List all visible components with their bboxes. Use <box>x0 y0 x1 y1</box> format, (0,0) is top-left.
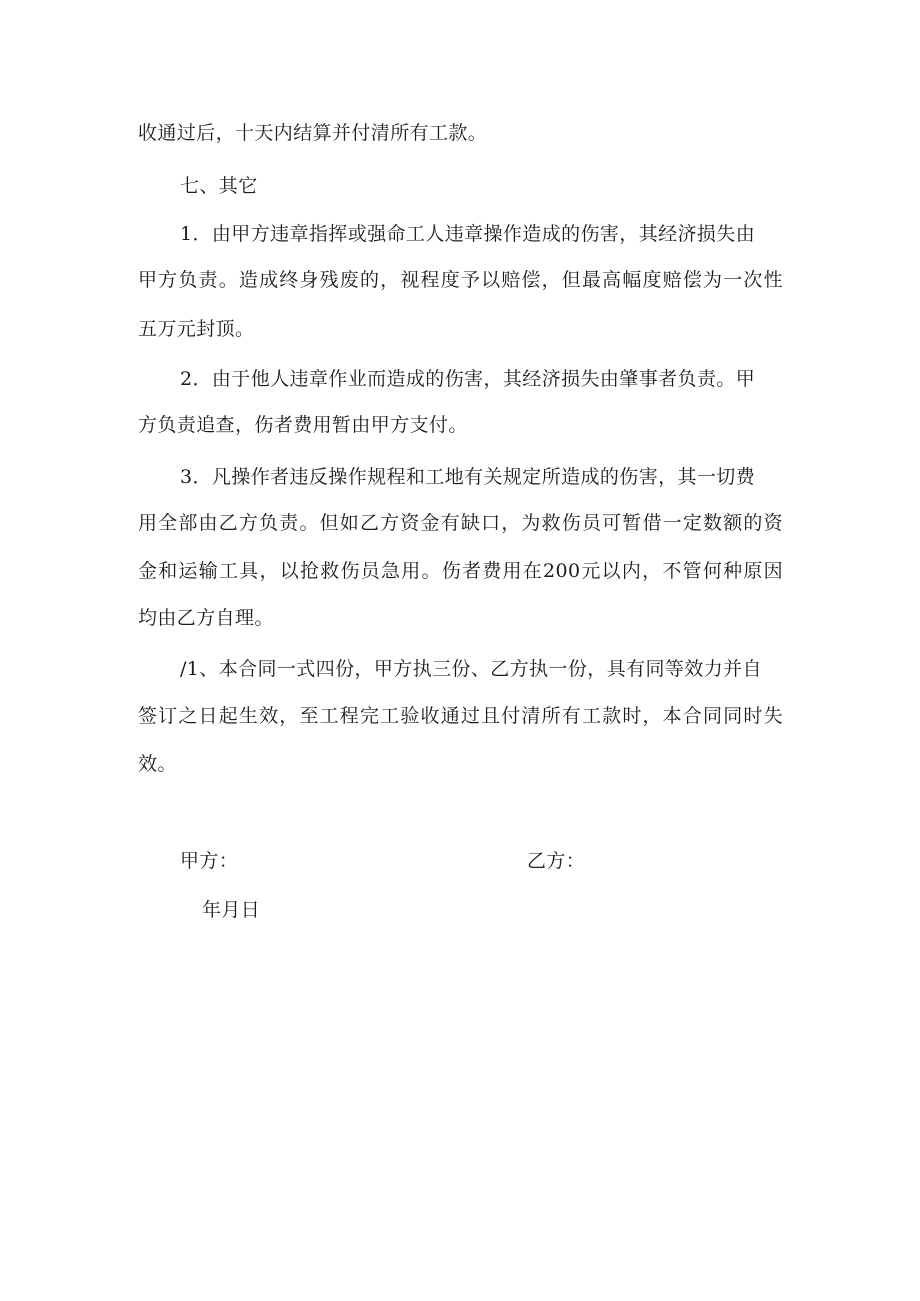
signature-date: 年月日 <box>202 899 261 921</box>
clause-4-line-1: /1、本合同一式四份，甲方执三份、乙方执一份，具有同等效力并自 <box>180 658 762 680</box>
party-b-signature-label: 乙方： <box>527 850 586 872</box>
section-heading-other: 七、其它 <box>180 175 258 197</box>
clause-4-line-2: 签订之日起生效，至工程完工验收通过且付清所有工款时，本合同同时失 <box>138 705 783 727</box>
clause-2-line-1: 2．由于他人违章作业而造成的伤害，其经济损失由肇事者负责。甲 <box>180 368 756 390</box>
clause-3-line-3: 金和运输工具，以抢救伤员急用。伤者费用在200元以内，不管何种原因 <box>138 560 783 582</box>
clause-1-line-2: 甲方负责。造成终身残废的，视程度予以赔偿，但最高幅度赔偿为一次性 <box>138 269 783 291</box>
clause-1-line-3: 五万元封顶。 <box>138 318 255 340</box>
clause-4-line-3: 效。 <box>138 753 177 775</box>
text-line-1: 收通过后，十天内结算并付清所有工款。 <box>138 122 488 144</box>
clause-2-line-2: 方负责追查，伤者费用暂由甲方支付。 <box>138 414 468 436</box>
party-a-signature-label: 甲方： <box>180 850 239 872</box>
clause-3-line-1: 3．凡操作者违反操作规程和工地有关规定所造成的伤害，其一切费 <box>180 466 756 488</box>
clause-1-line-1: 1．由甲方违章指挥或强命工人违章操作造成的伤害，其经济损失由 <box>180 223 756 245</box>
clause-3-line-2: 用全部由乙方负责。但如乙方资金有缺口，为救伤员可暂借一定数额的资 <box>138 512 783 534</box>
clause-3-line-4: 均由乙方自理。 <box>138 607 274 629</box>
